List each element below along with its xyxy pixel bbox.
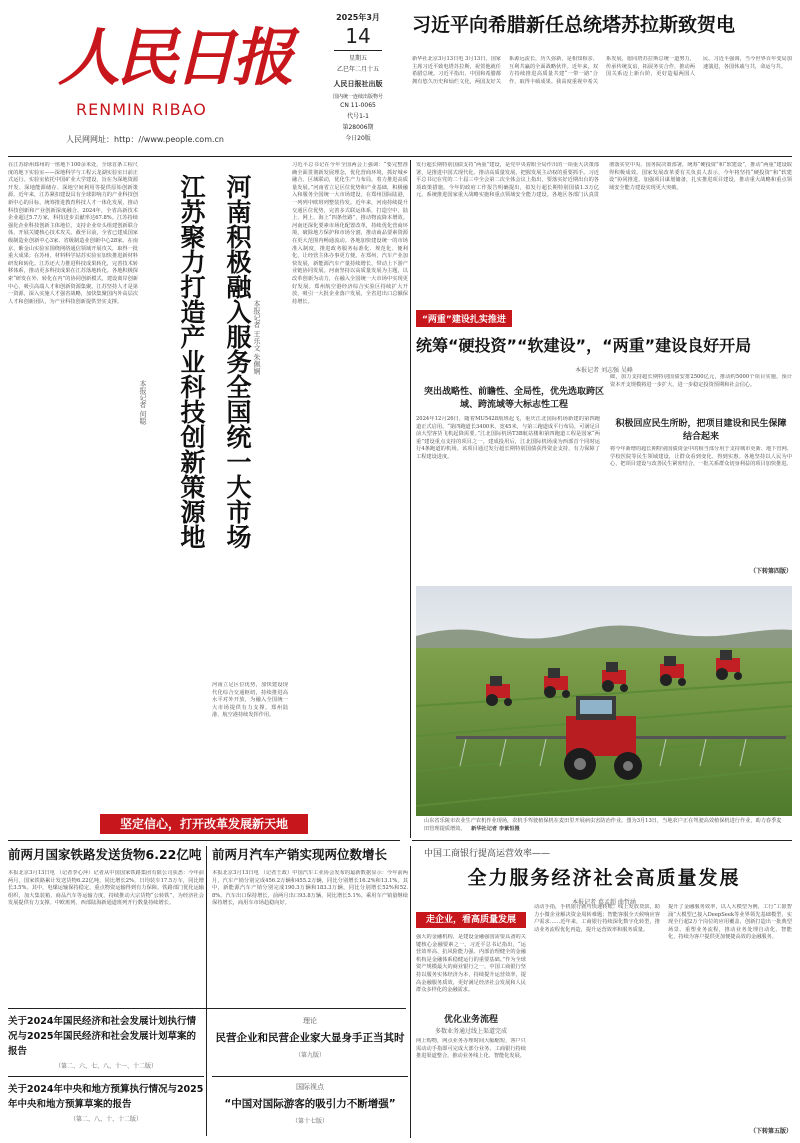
auto-headline[interactable]: 前两月汽车产销实现两位数增长 xyxy=(212,847,388,862)
zhongchou-kicker: “两重”建设扎实推进 xyxy=(416,310,512,327)
icbc-body3: 提升了金融服务效率，以人大模型为例，工行“工银智涌”大模型已接入DeepSeek等业界领先基础模型，实现全行超2万个岗位的应用覆盖，创新打造出一批典型场景。重塑业务流程，推动业务处理自动化、智能化，持续为客户提供更加便捷高效的金融服务。 xyxy=(668,904,792,941)
report-2-headline[interactable]: 关于2024年中央和地方预算执行情况与2025年中央和地方预算草案的报告 xyxy=(8,1084,204,1110)
zhongchou-body-top: 发行超长期特别国债支持“两重”建设，是党中央着眼全局作出的一项重大决策部署，是推进中国式现代化、推动高质量发展、把握发展主动权的重要抓手。习近平总书记在党的二十届三中全会第二次全体会议上指出，要落实好近期出台的各项政策措施。今年的政府工作报告明确提出，拟发行超长期特别国债1.3万亿元，系统推进国家重大战略实施和重点领域安全能力建设。各地区各部门认真贯彻落实党中央、国务院决策部署，统筹“硬投资”和“软建设”，推动“两重”建设取得积极成效。国家发展改革委有关负责人表示，今年将坚持“硬投资”和“软建设”协同推进，加强项目谋划储备，扎实推进项目建设，推动重大战略和重点领域安全能力建设实现更大突破。 xyxy=(416,162,792,199)
zhongchou-continued[interactable]: （下转第四版） xyxy=(749,568,792,575)
photo-credit: 新华社记者 李紫恒摄 xyxy=(471,825,520,832)
report-1-note: （第二、六、七、八、十一、十二版） xyxy=(54,1063,157,1070)
theory-headline[interactable]: 民营企业和民营企业家大显身手正当其时 xyxy=(215,1032,405,1044)
issn-label: 国内统一连续出版物号 xyxy=(332,94,383,100)
publisher: 人民日报社出版 xyxy=(333,80,383,88)
zhongchou-sub2: 积极回应民生所盼，把项目建设和民生保障结合起来 xyxy=(615,419,787,442)
auto-body: 本报北京3月13日电 （记者王政）中国汽车工业协会发布的最新数据显示：今年前两月，汽车产销分别完成456.2万辆和455.2万辆，同比分别增长16.2%和13.1%。其中，新能源汽车产销分别完成190.3万辆和183.3万辆，同比分别增长52%和52.8%。汽车出口保持增长，前两月出口93.8万辆，同比增长5.1%。乘用车产销量继续保持增长，商用车市场趋稳向好。 xyxy=(212,870,408,907)
report-1-headline[interactable]: 关于2024年国民经济和社会发展计划执行情况与2025年国民经济和社会发展计划草案的报告 xyxy=(8,1016,196,1057)
theory-tag: 理论 xyxy=(303,1017,317,1025)
banner-xinxin[interactable]: 坚定信心，打开改革发展新天地 xyxy=(100,814,308,834)
henan-body: 习近平总书记在今年全国两会上强调：“要完整准确全面贯彻新发展理念，优化营商环境，抓好城乡融合、区域联动，优化生产力布局，着力推进高质量发展。”河南省立足区位优势和产业基础，积极融入和服务全国统一大市场建设。在郑州国际陆港，一列列中欧班列整装待发。近年来，河南持续提升交通区位优势，完善多式联运体系，打造空中、陆上、网上、海上“四条丝路”，推动物流降本增效。河南还深化要素市场化配置改革，持续优化营商环境，破除地方保护和市场分割，推动商品要素资源在更大范围内畅通流动。各地加快建设统一的市场准入制度，推进政务服务标准化、规范化、便利化，让经营主体办事更方便。在郑州，汽车产业加快发展，新能源汽车产量持续增长，带动上下游产业链协同发展。河南坚持以高质量发展为主题，以改革创新为动力，在融入全国统一大市场中实现更好发展。郑州航空港经济综合实验区持续扩大开放，吸引一大批企业落户发展，全省进出口总额保持增长。 xyxy=(292,162,408,305)
zhongchou-headline[interactable]: 统筹“硬投资”“软建设”，“两重”建设良好开局 xyxy=(416,336,752,355)
intl-headline[interactable]: “中国对国际游客的吸引力不断增强” xyxy=(224,1098,396,1110)
icbc-body2: 动动手指，手机银行就可快速转账；线上发放贷款，助力小微企业解决资金周转难题；智能客服全天候响应客户需求……近年来，工商银行持续深化数字化转型，推动业务流程优化再造，提升运营效率和服务质量。 xyxy=(534,904,660,933)
zhongchou-sub1: 突出战略性、前瞻性、全局性，优先选取跨区域、跨流域等大标志性工程 xyxy=(424,387,605,410)
zhongchou-byline: 本报记者 刘志强 吴峰 xyxy=(575,367,633,374)
code: 代号1-1 xyxy=(347,113,369,120)
henan-body-bottom: 河南立足区位优势，加快建设现代化综合交通枢纽，持续推进高水平对外开放，为融入全国统一大市场提供有力支撑。郑州陆港、航空港持续发挥作用。 xyxy=(212,682,288,719)
story-henan xyxy=(212,162,408,812)
henan-headline[interactable]: 河南积极融入服务全国统一大市场 xyxy=(223,174,252,549)
story-rail xyxy=(8,846,204,1006)
lead-body: 新华社北京3月13日电 3月13日，国家主席习近平致电塔苏拉斯，祝贺他就任希腊总统。习近平指出，中国和希腊都拥有悠久历史和灿烂文化，两国友好关系源远流长，历久弥新，是相知相亲、互利共赢的全面战略伙伴。近年来，双方持续推进高质量共建“一带一路”合作，取得丰硕成果。我高度重视中希关系发展，愿同塔苏拉斯总统一道努力，传承传统友谊，拓展务实合作，推动两国关系迈上新台阶，更好造福两国人民。习近平强调，当今世界百年变局加速演进，各国休戚与共，命运与共。 xyxy=(412,56,792,85)
zhongchou-body-right-top: 础，加力支持超长期特别国债安排2500亿元，推动约5000个项目实施，预计资本开支规模将进一步扩大，进一步稳定投资预期和社会信心。 xyxy=(610,374,792,388)
icbc-headline[interactable]: 全力服务经济社会高质量发展 xyxy=(467,867,741,889)
story-zhongchou xyxy=(416,162,792,580)
intl-view xyxy=(212,1082,408,1138)
photo-tractors xyxy=(416,586,792,816)
icbc-section-tag[interactable]: 走企业，看高质量发展 xyxy=(416,912,526,928)
rail-body: 本报北京3月13日电 （记者李心萍）记者从中国国家铁路集团有限公司获悉：今年前两月，国家铁路累计发送货物6.22亿吨，同比增长2%，日均装车17.5万车，同比增长3.5%。其中，电煤运输保持稳定，重点物资运输得到有力保障。铁路部门优化运输组织，加大集装箱、商品汽车等运输力度，持续推动大宗货物“公转铁”，为经济社会发展提供有力支撑。中欧班列、西部陆海新通道班列开行数量持续增长。 xyxy=(8,870,204,907)
cn-number: CN 11-0065 xyxy=(340,102,376,109)
icbc-sub-desc: 多数业务通过线上渠道完成 xyxy=(434,1028,507,1035)
lead-headline[interactable]: 习近平向希腊新任总统塔苏拉斯致贺电 xyxy=(412,14,736,36)
theory xyxy=(212,1016,408,1074)
story-auto xyxy=(212,846,408,1006)
weekday: 星期五 xyxy=(348,55,367,62)
zhongchou-body-right: 将今年新增的超长期特别国债资金中的相当部分用于支持城市更新、地下管网、学校医院等民生领域建设，让群众看到变化、得到实惠。各地坚持以人民为中心，把项目建设与改善民生紧密结合，一批关系群众切身利益的项目加快推进。 xyxy=(610,446,792,468)
intl-tag: 国际视点 xyxy=(296,1083,324,1091)
report-2-note: （第二、八、十、十二版） xyxy=(69,1116,142,1123)
report-1 xyxy=(8,1014,204,1074)
jiangsu-headline[interactable]: 江苏聚力打造产业科技创新策源地 xyxy=(177,174,206,549)
rail-headline[interactable]: 前两月国家铁路发送货物6.22亿吨 xyxy=(8,847,202,862)
icbc-body-left-bottom: 网上购物，网点业务办理时间大幅缩短，客户只需动动手指即可完成大部分业务。工商银行持续推进渠道整合，推动业务线上化、智能化发展。 xyxy=(416,1038,526,1060)
issue-number: 第28006期 xyxy=(342,124,374,131)
website[interactable]: 人民网网址：http：//www.people.com.cn xyxy=(66,135,225,144)
story-jiangsu xyxy=(8,162,208,812)
photo-caption-text: 山东省乐陵市农业生产农机作业现场，农机手驾驶植保机在麦田里开展病虫害防治作业。图为3月13日，当地农户正在驾驶高效植保机进行作业，助力春季麦田管理提质增效。 xyxy=(424,818,782,832)
date-day: 14 xyxy=(345,24,371,48)
jiangsu-byline: 本报记者 何聪 xyxy=(139,380,147,425)
lead-story xyxy=(412,10,792,140)
zhongchou-body-mid: 2024年12月26日，随着MU5428航班起飞，重庆江北国际机场新建的第四跑道正式启用。“第四跑道长3400米、宽45米，与第三跑道成平行布局，可满足目前大型客货飞机起降需要。”江北国际机场T3B航站楼和第四跑道工程是国家“两重”建设重点支持的项目之一。建成投用后，江北国际机场成为西部首个同时运行4条跑道的机场。该项目通过发行超长期特别国债获得资金支持，有力保障了工程建设进度。 xyxy=(416,416,600,460)
page-count: 今日20版 xyxy=(345,135,371,142)
jiangsu-body: 在江苏徐州邳州的一座地下100余米处，全球首条工程尺度的地下实验室——深地科学与工程云龙湖实验室日前正式运行。实验室依托中国矿业大学建设，旨在为深地资源开发、深地能源储存、深地空间利用等提供原始创新策源。近年来，江苏紧扣建设具有全球影响力的产业科技创新中心的目标，统筹推进教育科技人才一体化发展，推动科技创新和产业创新深度融合。2024年，全省高新技术企业超过5.7万家，科技进步贡献率达67.8%。江苏持续强化企业科技创新主体地位，支持企业牵头组建创新联合体，开展关键核心技术攻关。截至目前，全省已建成国家级制造业创新中心3家、省级制造业创新中心28家。在南京，紫金山实验室围绕网络通信领域开展攻关，取得一批重大成果；在苏州，材料科学姑苏实验室加快推进新材料研发和转化。江苏还大力推进科技成果转化，完善技术转移体系，推动更多科技成果在江苏落地转化。各地积极探索“研发在外、转化在内”的协同创新模式，建设离岸创新中心，吸引高端人才和创新资源集聚。江苏坚持人才是第一资源，深入实施人才强省战略，加快集聚国内外高层次人才和创新团队，为产业科技创新提供坚实支撑。 xyxy=(8,162,138,305)
icbc-body: 强大的金融机构，是建设金融强国需要具备的关键核心金融要素之一。习近平总书记指出，“运营效率高、抗风险能力强、内部治理健全的金融机构是金融体系稳健运行的重要基础。”作为全球资产规模最大的商业银行之一，中国工商银行坚持以服务实体经济为本，持续提升运营效率，提高金融服务质效，更好满足经济社会发展和人民群众多样化的金融需求。 xyxy=(416,934,526,994)
masthead-pinyin: RENMIN RIBAO xyxy=(76,100,207,119)
date-box xyxy=(316,12,400,152)
report-2 xyxy=(8,1082,204,1138)
icbc-sub: 优化业务流程 xyxy=(443,1015,498,1025)
date-year-month: 2025年3月 xyxy=(336,13,380,22)
photo-caption xyxy=(424,818,784,833)
icbc-continued[interactable]: （下转第五版） xyxy=(749,1128,792,1135)
theory-note: （第九版） xyxy=(294,1052,325,1059)
intl-note: （第十七版） xyxy=(291,1118,328,1125)
icbc-kicker: 中国工商银行提高运营效率—— xyxy=(424,849,551,859)
masthead-title: 人民日报 xyxy=(58,21,291,94)
lunar-date: 乙巳年二月十五 xyxy=(336,66,379,73)
icbc-byline: 本报记者 葛孟超 曲哲涵 xyxy=(572,899,636,906)
henan-byline: 本报记者 王乐文 朱佩娴 xyxy=(253,300,261,375)
story-icbc xyxy=(416,846,792,1138)
